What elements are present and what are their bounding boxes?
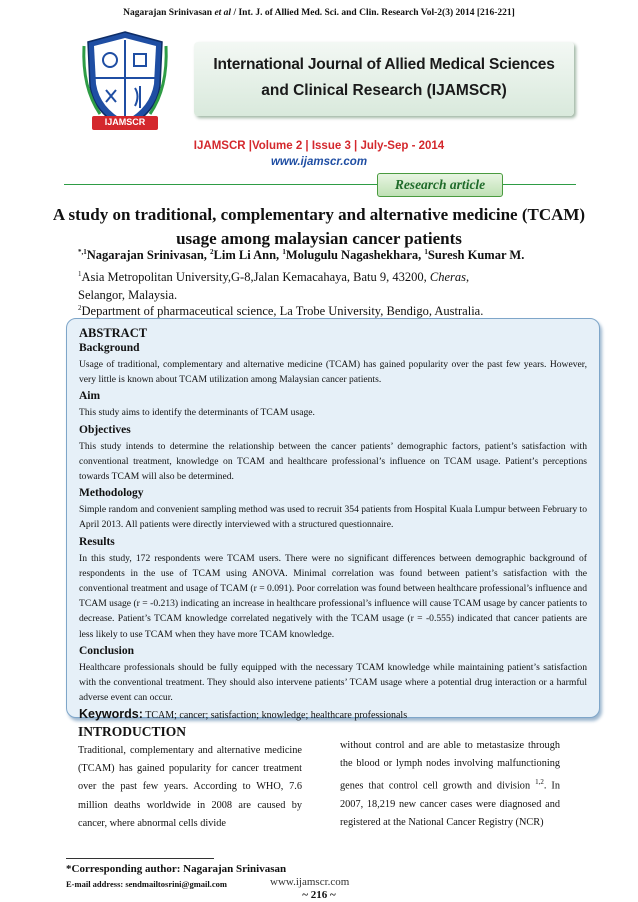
author-name: Suresh Kumar M. bbox=[427, 248, 525, 263]
footnote-divider bbox=[66, 858, 214, 859]
journal-url[interactable]: www.ijamscr.com bbox=[270, 156, 368, 168]
intro-heading: INTRODUCTION bbox=[78, 724, 187, 739]
abstract-heading-objectives: Objectives bbox=[79, 423, 131, 436]
issue-info: IJAMSCR |Volume 2 | Issue 3 | July-Sep - 2014 bbox=[193, 140, 445, 152]
article-title: A study on traditional, complementary and alternative medicine (TCAM) usage among malaysian cancer patients bbox=[52, 205, 586, 248]
affiliation-sup: 2 bbox=[78, 304, 82, 312]
author-sup: 2 bbox=[210, 248, 214, 256]
keywords-list: TCAM; cancer; satisfaction; knowledge; healthcare professionals bbox=[142, 710, 408, 722]
running-head-author: Nagarajan Srinivasan bbox=[123, 8, 213, 18]
journal-name-line2: and Clinical Research (IJAMSCR) bbox=[261, 82, 507, 99]
keywords bbox=[79, 707, 587, 721]
author-email[interactable]: E-mail address: sendmailtosrini@gmail.com bbox=[66, 879, 227, 889]
affiliation-city: Cheras bbox=[429, 270, 467, 285]
abstract-text-results: In this study, 172 respondents were TCAM users. There were no significant differences between demographic background of respondents in the use of TCAM using ANOVA. Minimal correlation was found between patient’s satisfaction with the conventional treatment and usage of TCAM (r = 0.091). Poor correlation was found between healthcare professional’s influence and TCAM usage (r = -0.213) indicating an increase in healthcare professional’s influence will cause TCAM usage by cancer patients to decrease. Patient’s TCAM knowledge correlated negatively with the TCAM usage (r = -0.555) indicated that cancer patients are less likely to use TCAM when they have more TCAM knowledge. bbox=[79, 552, 587, 640]
affiliation-2 bbox=[78, 299, 588, 320]
author-sup: 1 bbox=[424, 248, 428, 256]
abstract-heading-results: Results bbox=[79, 535, 115, 548]
logo-text: IJAMSCR bbox=[104, 117, 146, 127]
running-head-journal: / Int. J. of Allied Med. Sci. and Clin. Research Vol-2(3) 2014 [216-221] bbox=[233, 8, 515, 18]
affiliation-line2: Selangor, Malaysia. bbox=[78, 288, 178, 303]
author-list bbox=[78, 248, 578, 263]
affiliation-sup: 1 bbox=[78, 270, 82, 278]
abstract-text-objectives: This study intends to determine the relationship between the cancer patients’ demographic factors, patient’s satisfaction with conventional treatment, knowledge on TCAM and healthcare professional’s influence on TCAM usage. Patient’s perceptions towards TCAM will also be determined. bbox=[79, 440, 587, 483]
corresponding-author: *Corresponding author: Nagarajan Srinivasan bbox=[66, 863, 287, 875]
journal-header bbox=[66, 28, 574, 144]
affiliation-text: Asia Metropolitan University,G-8,Jalan Kemacahaya, Batu 9, 43200, bbox=[81, 270, 430, 285]
intro-right-text-b: . In 2007, 18,219 new cancer cases were diagnosed and registered at the National Cancer Registry (NCR) bbox=[340, 780, 560, 829]
running-head bbox=[0, 8, 638, 18]
running-head-etal: et al bbox=[214, 8, 232, 18]
article-type-badge: Research article bbox=[377, 173, 503, 197]
abstract-heading-aim: Aim bbox=[79, 390, 101, 403]
journal-banner bbox=[194, 42, 574, 116]
author-sup: *,1 bbox=[78, 248, 87, 256]
author-name: Lim Li Ann, bbox=[213, 248, 283, 263]
author-sup: 1 bbox=[282, 248, 286, 256]
intro-right-text-a: without control and are able to metastasize through the blood or lymph nodes involving malfunctioning genes that control cell growth and division bbox=[340, 740, 560, 792]
affiliation-tail: , bbox=[466, 270, 470, 285]
affiliation-text: Department of pharmaceutical science, La Trobe University, Bendigo, Australia. bbox=[81, 304, 484, 319]
keywords-label: Keywords: bbox=[79, 707, 143, 722]
abstract-heading-conclusion: Conclusion bbox=[79, 644, 134, 657]
author-name: Molugulu Nagashekhara, bbox=[285, 248, 425, 263]
abstract-text-methodology: Simple random and convenient sampling method was used to recruit 354 patients from Hospital Kuala Lumpur between February to April 2013. All patients were directly interviewed with a structured questionnaire. bbox=[79, 504, 587, 531]
footer-url[interactable]: www.ijamscr.com bbox=[270, 876, 350, 888]
abstract-title: ABSTRACT bbox=[79, 326, 148, 340]
page-number: ~ 216 ~ bbox=[302, 889, 336, 901]
abstract-text-background: Usage of traditional, complementary and alternative medicine (TCAM) has gained popularity over the past few years. However, very little is known about TCAM utilization among Malaysian cancer patients. bbox=[79, 359, 587, 386]
intro-column-right bbox=[340, 737, 560, 832]
abstract-heading-background: Background bbox=[79, 342, 140, 354]
abstract-text-aim: This study aims to identify the determinants of TCAM usage. bbox=[79, 407, 315, 419]
abstract-box bbox=[66, 318, 600, 722]
author-name: Nagarajan Srinivasan, bbox=[86, 248, 211, 263]
abstract-text-conclusion: Healthcare professionals should be fully equipped with the necessary TCAM knowledge while maintaining patient’s satisfaction with the conventional treatment. They should also intervene patients’ TCAM usage where a potential drug interaction or a harmful adverse event can occur. bbox=[79, 661, 587, 704]
intro-column-left: Traditional, complementary and alternative medicine (TCAM) has gained popularity for cancer treatment over the past few years. According to WHO, 7.6 million deaths worldwide in 2008 are caused by cancer, where abnormal cells divide bbox=[78, 745, 302, 829]
citation-sup: 1,2 bbox=[535, 778, 544, 787]
abstract-heading-methodology: Methodology bbox=[79, 487, 144, 500]
journal-name-line1: International Journal of Allied Medical Sciences bbox=[213, 56, 555, 73]
